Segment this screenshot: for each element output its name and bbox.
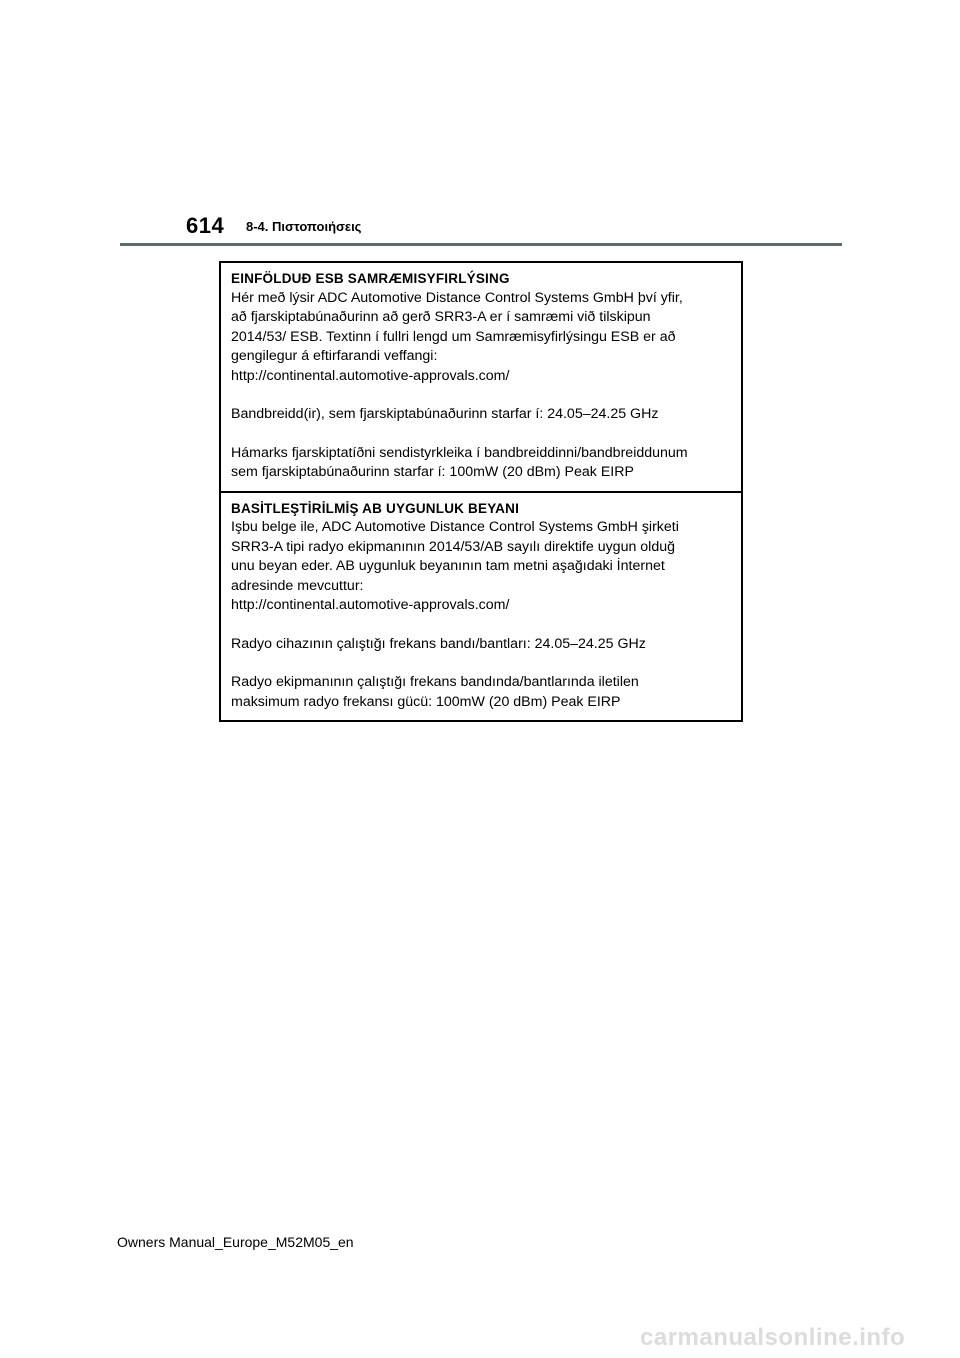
paragraph (231, 444, 731, 483)
text-line: maksimum radyo frekansı gücü: 100mW (20 dBm) Peak EIRP (231, 693, 621, 710)
header-rule (120, 243, 842, 246)
text-line: adresinde mevcuttur: (231, 577, 364, 594)
page-number: 614 (186, 213, 225, 238)
paragraph (231, 635, 731, 655)
footer-manual-id: Owners Manual_Europe_M52M05_en (117, 1234, 354, 1250)
paragraph (231, 673, 731, 712)
text-line: Işbu belge ile, ADC Automotive Distance Control Systems GmbH şirketi (231, 519, 679, 535)
section-title: 8-4. Πιστοποιήσεις (246, 219, 362, 234)
notice-section-icelandic (221, 263, 741, 491)
paragraph (231, 405, 731, 425)
paragraph (231, 289, 731, 387)
paragraph (231, 518, 731, 616)
notice-heading: EINFÖLDUÐ ESB SAMRÆMISYFIRLÝSING (231, 271, 510, 286)
text-line: Hámarks fjarskiptatíðni sendistyrkleika í bandbreiddinni/bandbreiddunum (231, 444, 688, 461)
url-text: http://continental.automotive-approvals.com/ (231, 367, 510, 384)
text-line: SRR3-A tipi radyo ekipmanının 2014/53/AB sayılı direktife uygun olduğ (231, 538, 676, 555)
watermark: carmanualsonline.info (640, 1324, 906, 1351)
text-line: gengilegur á eftirfarandi veffangi: (231, 348, 438, 364)
text-line: unu beyan eder. AB uygunluk beyanının tam metni aşağıdaki İnternet (231, 558, 665, 574)
text-line: Hér með lýsir ADC Automotive Distance Control Systems GmbH því yfir, (231, 289, 683, 306)
url-text: http://continental.automotive-approvals.com/ (231, 597, 510, 613)
text-line: 2014/53/ ESB. Textinn í fullri lengd um Samræmisyfirlýsingu ESB er að (231, 328, 676, 345)
notice-section-turkish (221, 491, 741, 721)
text-line: Radyo ekipmanının çalıştığı frekans bandında/bantlarında iletilen (231, 674, 639, 690)
text-line: Radyo cihazının çalıştığı frekans bandı/bantları: 24.05–24.25 GHz (231, 635, 646, 652)
text-line: Bandbreidd(ir), sem fjarskiptabúnaðurinn starfar í: 24.05–24.25 GHz (231, 406, 659, 422)
notice-box (219, 261, 743, 722)
text-line: sem fjarskiptabúnaðurinn starfar í: 100mW (20 dBm) Peak EIRP (231, 464, 634, 480)
text-line: að fjarskiptabúnaðurinn að gerð SRR3-A er í samræmi við tilskipun (231, 309, 651, 325)
notice-heading: BASİTLEŞTİRİLMİŞ AB UYGUNLUK BEYANI (231, 500, 520, 516)
